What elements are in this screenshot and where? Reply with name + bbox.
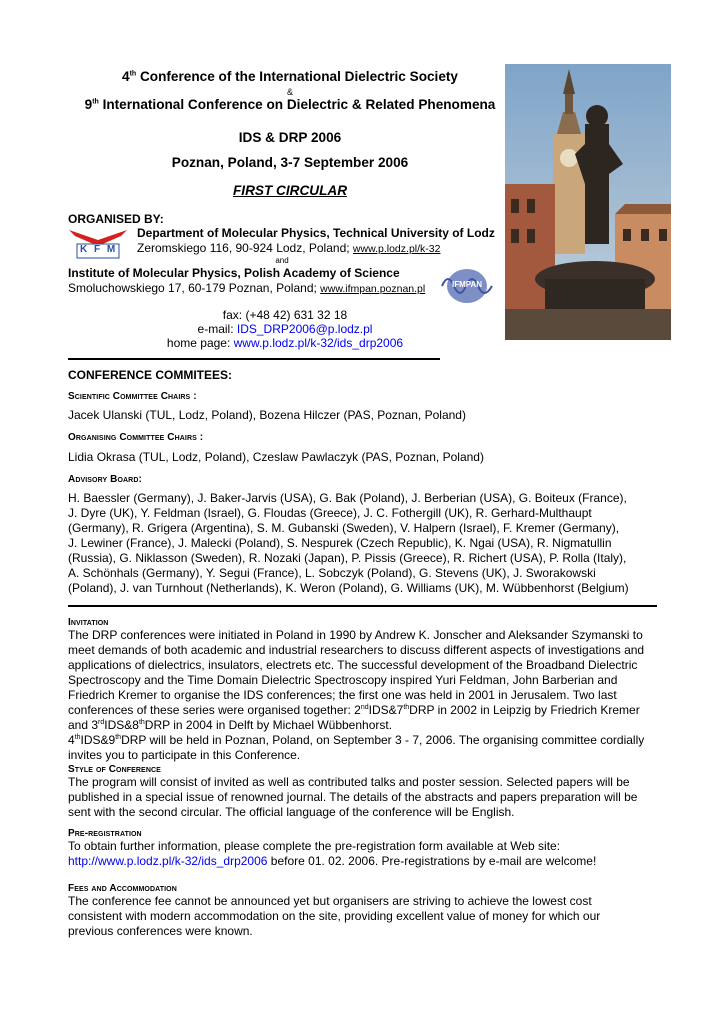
advisory-line: J. Dyre (UK), Y. Feldman (Israel), G. Floudas (Greece), J. C. Fothergill (UK), R. Gerhard-Multhaupt (68, 506, 592, 520)
invitation-line: Spectroscopy and the Time Domain Dielectric Spectroscopy inspired Yuri Feldman, John Barberian and (68, 673, 618, 687)
org2-name: Institute of Molecular Physics, Polish Academy of Science (68, 266, 400, 280)
prereg-line: To obtain further information, please complete the pre-registration form available at Web site: (68, 839, 561, 853)
divider-middle (68, 605, 657, 607)
advisory-line: (Russia), G. Niklasson (Sweden), R. Nozaki (Japan), P. Pissis (Greece), R. Richert (USA), P. Rolla (Italy), (68, 551, 627, 565)
prereg-label: Pre-registration (68, 828, 142, 839)
style-line: sent with the second circular. The official language of the conference will be English. (68, 805, 515, 819)
invitation-line: meet demands of both academic and industrial researchers to discuss different aspects of investigations and (68, 643, 645, 657)
style-line: published in a special issue of renowned journal. The details of the abstracts and papers preparation will be (68, 790, 638, 804)
prereg-line: http://www.p.lodz.pl/k-32/ids_drp2006 before 01. 02. 2006. Pre-registrations by e-mail are welcome! (68, 854, 597, 868)
invitation-text (68, 628, 658, 763)
style-text (68, 775, 658, 820)
fees-text (68, 894, 658, 939)
invitation-line: Friedrich Kremer to organise the IDS conferences; the first one was held in 2001 in Jerusalem. Two last (68, 688, 617, 702)
style-line: The program will consist of invited as well as contributed talks and poster session. Selected papers will be (68, 775, 630, 789)
org1-address: Zeromskiego 116, 90-924 Lodz, Poland; www.p.lodz.pl/k-32 (137, 241, 441, 255)
org2-address: Smoluchowskiego 17, 60-179 Poznan, Poland; www.ifmpan.poznan.pl (68, 281, 426, 295)
prereg-text (68, 839, 658, 869)
committees-title: CONFERENCE COMMITEES: (68, 368, 233, 382)
divider-top (68, 358, 440, 360)
email-link[interactable]: IDS_DRP2006@p.lodz.pl (236, 322, 373, 336)
kfm-logo: K F M (67, 226, 129, 262)
advisory-line: A. Schönhals (Germany), Y. Segui (France), L. Sobczyk (Poland), G. Stevens (UK), J. Sworakowski (68, 566, 596, 580)
first-circular-heading: FIRST CIRCULAR (232, 183, 348, 198)
advisory-board-list (68, 491, 658, 596)
prereg-url-link[interactable]: http://www.p.lodz.pl/k-32/ids_drp2006 (68, 854, 268, 868)
invitation-line: invites you to participate in this Conference. (68, 748, 301, 762)
fax-number: fax: (+48 42) 631 32 18 (222, 308, 348, 322)
scientific-committee-text: Jacek Ulanski (TUL, Lodz, Poland), Bozena Hilczer (PAS, Poznan, Poland) (68, 408, 466, 422)
advisory-board-label: Advisory Board: (68, 474, 142, 485)
advisory-line: (Germany), R. Grigera (Argentina), S. M. Gubanski (Sweden), V. Halpern (Israel), F. Kremer (Germany), (68, 521, 620, 535)
invitation-line: applications of dielectrics, insulators, electrets etc. The successful development of the Broadband Dielectric (68, 658, 638, 672)
organising-committee-label: Organising Committee Chairs : (68, 432, 204, 443)
conference-title-line2: 9th International Conference on Dielectric & Related Phenomena (84, 97, 496, 112)
fees-line: previous conferences were known. (68, 924, 253, 938)
advisory-line: J. Lewiner (France), J. Malecki (Poland), S. Nespurek (Czech Republic), K. Ngai (USA), R. Nigmatullin (68, 536, 612, 550)
advisory-line: H. Baessler (Germany), J. Baker-Jarvis (USA), G. Bak (Poland), J. Berberian (USA), G. Boiteux (France), (68, 491, 627, 505)
invitation-label: Invitation (68, 617, 109, 628)
fees-line: consistent with modern accommodation on the site, providing excellent value of money for which our (68, 909, 601, 923)
scientific-committee-label: Scientific Committee Chairs : (68, 391, 197, 402)
ampersand: & (286, 87, 293, 97)
invitation-line: 4thIDS&9thDRP will be held in Poznan, Poland, on September 3 - 7, 2006. The organising committee cordially (68, 733, 645, 747)
invitation-line: The DRP conferences were initiated in Poland in 1990 by Andrew K. Jonscher and Aleksander Szymanski to (68, 628, 643, 642)
style-label: Style of Conference (68, 764, 161, 775)
fees-line: The conference fee cannot be announced yet but organisers are striving to achieve the lowest cost (68, 894, 592, 908)
home-page-link[interactable]: www.p.lodz.pl/k-32/ids_drp2006 (233, 336, 404, 350)
invitation-line: and 3rdIDS&8thDRP in 2004 in Delft by Michael Wübbenhorst. (68, 718, 393, 732)
email-line: e-mail: IDS_DRP2006@p.lodz.pl (197, 322, 373, 336)
conference-title-line1: 4th Conference of the International Dielectric Society (122, 69, 458, 84)
org1-url-link[interactable]: www.p.lodz.pl/k-32 (352, 243, 441, 255)
poznan-fountain-photo (505, 64, 671, 340)
organised-by-label: ORGANISED BY: (68, 212, 164, 226)
conference-place-date: Poznan, Poland, 3-7 September 2006 (171, 155, 409, 170)
org1-name: Department of Molecular Physics, Technical University of Lodz (137, 226, 495, 240)
fees-label: Fees and Accommodation (68, 883, 177, 894)
ifmpan-logo: IFMPAN (440, 266, 495, 306)
org2-url-link[interactable]: www.ifmpan.poznan.pl (320, 283, 426, 295)
conference-acronym: IDS & DRP 2006 (238, 130, 342, 145)
home-page-line: home page: www.p.lodz.pl/k-32/ids_drp2006 (166, 336, 404, 350)
org-and: and (275, 256, 289, 265)
advisory-line: (Poland), J. van Turnhout (Netherlands), K. Weron (Poland), G. Williams (UK), M. Wübbenhorst (Belgium) (68, 581, 629, 595)
invitation-line: conferences of these series were organised together: 2ndIDS&7thDRP in 2002 in Leipzig by Friedrich Kremer (68, 703, 640, 717)
organising-committee-text: Lidia Okrasa (TUL, Lodz, Poland), Czeslaw Pawlaczyk (PAS, Poznan, Poland) (68, 450, 484, 464)
